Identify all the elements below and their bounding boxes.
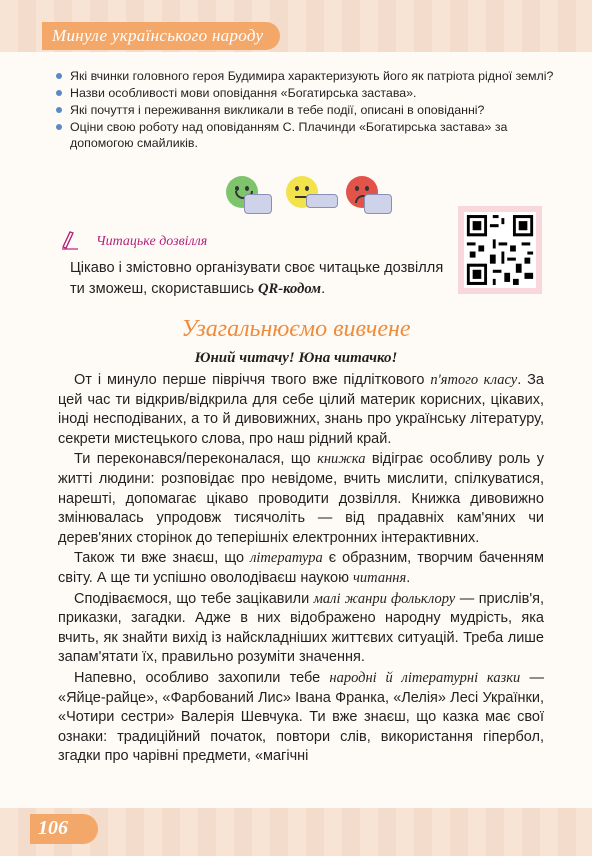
smiley-sad-thumbs-down-icon	[346, 176, 378, 208]
paragraph	[58, 549, 544, 588]
text-span: Напевно, особливо захопили тебе	[74, 669, 330, 686]
reading-text-end: .	[321, 281, 326, 297]
text-span: — прислів'я, приказки, загадки. Адже в них відображено народну мудрість, яка вчить, як знайти вихід із найскладніших життєвих ситуацій. Треба лише запам'ятати їх, правильно розуміти значення.	[58, 590, 545, 666]
paragraph	[58, 590, 544, 668]
reading-leisure-text	[70, 258, 448, 300]
emphasis-span: малі жанри фольклору	[313, 590, 456, 607]
summary-body	[58, 371, 544, 768]
question-item: Які почуття і переживання викликали в тебе події, описані в оповіданні?	[56, 102, 556, 118]
emphasis-span: книжка	[317, 451, 366, 468]
emphasis-span: читання	[353, 569, 407, 586]
text-span: відіграє особливу роль у житті людини: розповідає про невідоме, вчить мислити, спілкуватися, нарешті, допомагає цікаво проводити дозвілля. Книжка дивовижно змінювалась упродовж тисячоліть — від прадавніх кам'яних чи дерев'яних сторінок до теперішніх електронних інтерактивних.	[58, 451, 544, 546]
smiley-neutral-pointing-icon	[286, 176, 318, 208]
reading-pen-icon	[60, 229, 80, 251]
question-list	[56, 68, 556, 152]
question-item: Оціни свою роботу над оповіданням С. Плачинди «Богатирська застава» за допомогою смайликів.	[56, 119, 556, 151]
text-span: Ти переконався/переконалася, що	[74, 451, 318, 468]
greeting-line: Юний читачу! Юна читачко!	[194, 350, 398, 366]
page-number-tab	[30, 814, 98, 844]
question-item: Назви особливості мови оповідання «Богатирська застава».	[56, 85, 556, 101]
section-title: Узагальнюємо вивчене	[181, 316, 411, 342]
text-span: . За цей час ти відкрив/відкрила для себе цілий материк корисних, цікавих, іноді несподіваних, а то й дивовижних, знань про українську літературу, секрети мистецького слова, про наш рідний край.	[58, 372, 544, 447]
smiley-happy-thumbs-up-icon	[226, 176, 258, 208]
page-number: 106	[38, 817, 68, 839]
smiley-rating-row	[222, 176, 402, 216]
emphasis-span: народні й літературні казки	[329, 669, 521, 686]
paragraph	[58, 371, 544, 449]
text-span: Сподіваємося, що тебе зацікавили	[74, 590, 314, 607]
reading-text-part: Цікаво і змістовно організувати своє читацьке дозвілля ти зможеш, скориставшись	[70, 260, 444, 297]
qr-code-emphasis: QR-кодом	[258, 281, 322, 297]
emphasis-span: література	[250, 550, 323, 567]
question-item: Які вчинки головного героя Будимира характеризують його як патріота рідної землі?	[56, 68, 556, 84]
text-span: .	[406, 569, 411, 586]
section-header-tab	[42, 22, 280, 50]
section-header-label: Минуле українського народу	[52, 26, 264, 45]
text-span: є образним, творчим баченням світу. А ще ти успішно оволодіваєш наукою	[58, 550, 544, 586]
text-span: Також ти вже знаєш, що	[74, 550, 251, 567]
text-span: — «Яйце-райце», «Фарбований Лис» Івана Франка, «Лелія» Лесі Українки, «Чотири сестри» Валерія Шевчука. Ти вже знаєш, що казка має свої ознаки: традиційний початок, повтори слів, використання гіпербол, згадки про чарівні предмети, «магічні	[58, 669, 544, 765]
qr-code-frame	[458, 206, 542, 294]
reading-leisure-title: Читацьке дозвілля	[96, 234, 208, 249]
paragraph	[58, 669, 544, 767]
text-span: От і минуло перше півріччя твого вже підліткового	[74, 372, 431, 388]
paragraph	[58, 450, 544, 548]
emphasis-span: п'ятого класу	[430, 372, 518, 388]
qr-code-icon[interactable]	[464, 212, 536, 288]
